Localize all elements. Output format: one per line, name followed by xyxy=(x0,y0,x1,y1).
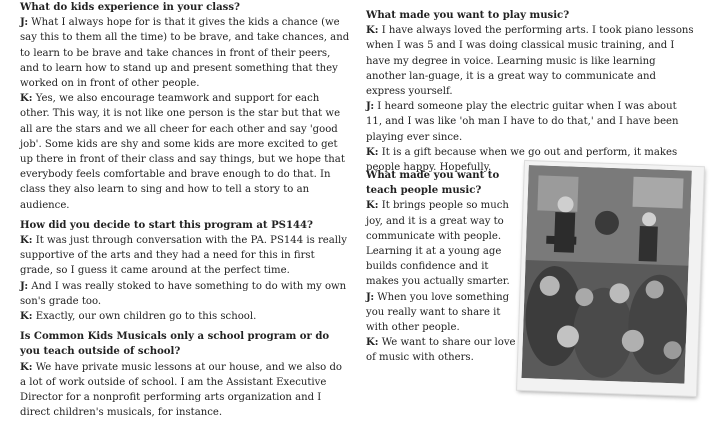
speaker-label: K: xyxy=(20,311,33,323)
left-question: How did you decide to start this program at PS144? xyxy=(20,219,313,231)
side-answer xyxy=(366,290,516,336)
speaker-label: K: xyxy=(20,93,33,105)
speaker-label: J: xyxy=(20,17,29,29)
left-question: What do kids experience in your class? xyxy=(20,2,240,13)
answer-text: And I was really stoked to have something to do with my own son's grade too. xyxy=(20,280,347,307)
speaker-label: K: xyxy=(366,25,379,37)
left-answer xyxy=(20,309,350,324)
classroom-photo xyxy=(517,161,704,396)
side-column xyxy=(366,168,516,366)
answer-text: We want to share our love of music with others. xyxy=(366,337,516,364)
speaker-label: J: xyxy=(366,101,375,113)
left-answer xyxy=(20,279,350,309)
right-question: What made you want to play music? xyxy=(366,10,570,21)
speaker-label: J: xyxy=(366,291,375,303)
answer-text: It is a gift because when we go out and perform, it makes people happy. Hopefully. xyxy=(366,146,678,174)
answer-text: We have private music lessons at our house, and we also do a lot of work outside of school. I am the Assistant Executive Director for a nonprofit performing arts organization and I direct children's musicals, for instance. xyxy=(20,361,342,419)
left-column xyxy=(20,0,350,420)
left-answer xyxy=(20,91,350,213)
side-answer xyxy=(366,335,516,365)
speaker-label: K: xyxy=(366,146,379,158)
answer-text: What I always hope for is that it gives the kids a chance (we say this to them all the time) to be brave, and take chances, and to learn to be brave and take chances in front of their peers, and to learn how to stand up and present something that they worked on in front of other people. xyxy=(20,17,350,90)
answer-text: I have always loved the performing arts. I took piano lessons when I was 5 and I was doing classical music training, and I have my degree in voice. Learning music is like learning another lan-guage, it is a great way to communicate and express yourself. xyxy=(366,25,694,98)
left-answer xyxy=(20,15,350,91)
speaker-label: J: xyxy=(20,280,29,292)
side-answer xyxy=(366,198,516,289)
answer-text: It brings people so much joy, and it is a great way to communicate with people. Learning it at a young age builds confidence and it makes you actually smarter. xyxy=(366,200,510,288)
right-answer xyxy=(366,23,694,99)
right-column xyxy=(366,8,694,175)
speaker-label: K: xyxy=(366,200,379,212)
answer-text: It was just through conversation with the PA. PS144 is really supportive of the arts and they had a need for this in first grade, so I guess it came around at the perfect time. xyxy=(20,235,347,277)
speaker-label: K: xyxy=(366,337,379,349)
answer-text: When you love something you really want to share it with other people. xyxy=(366,291,510,334)
left-answer xyxy=(20,233,350,279)
classroom-photo-image xyxy=(521,165,691,384)
answer-text: Yes, we also encourage teamwork and support for each other. This way, it is not like one person is the star but that we all are the stars and we all cheer for each other and say 'good job'. Some kids are shy and some kids are more excited to get up there in front of their class and say things, but we hope that everybody feels comfortable and brave enough to do that. In class they also learn to sing and how to tell a story to an audience. xyxy=(20,93,345,211)
right-answer xyxy=(366,99,694,145)
left-answer xyxy=(20,360,350,421)
left-question: Is Common Kids Musicals only a school program or do you teach outside of school? xyxy=(20,331,330,358)
speaker-label: K: xyxy=(20,235,33,247)
speaker-label: K: xyxy=(20,361,33,373)
side-question: What made you want to teach people music? xyxy=(366,170,500,197)
answer-text: Exactly, our own children go to this school. xyxy=(32,311,257,323)
answer-text: I heard someone play the electric guitar when I was about 11, and I was like 'oh man I have to do that,' and I have been playing ever since. xyxy=(366,101,679,143)
